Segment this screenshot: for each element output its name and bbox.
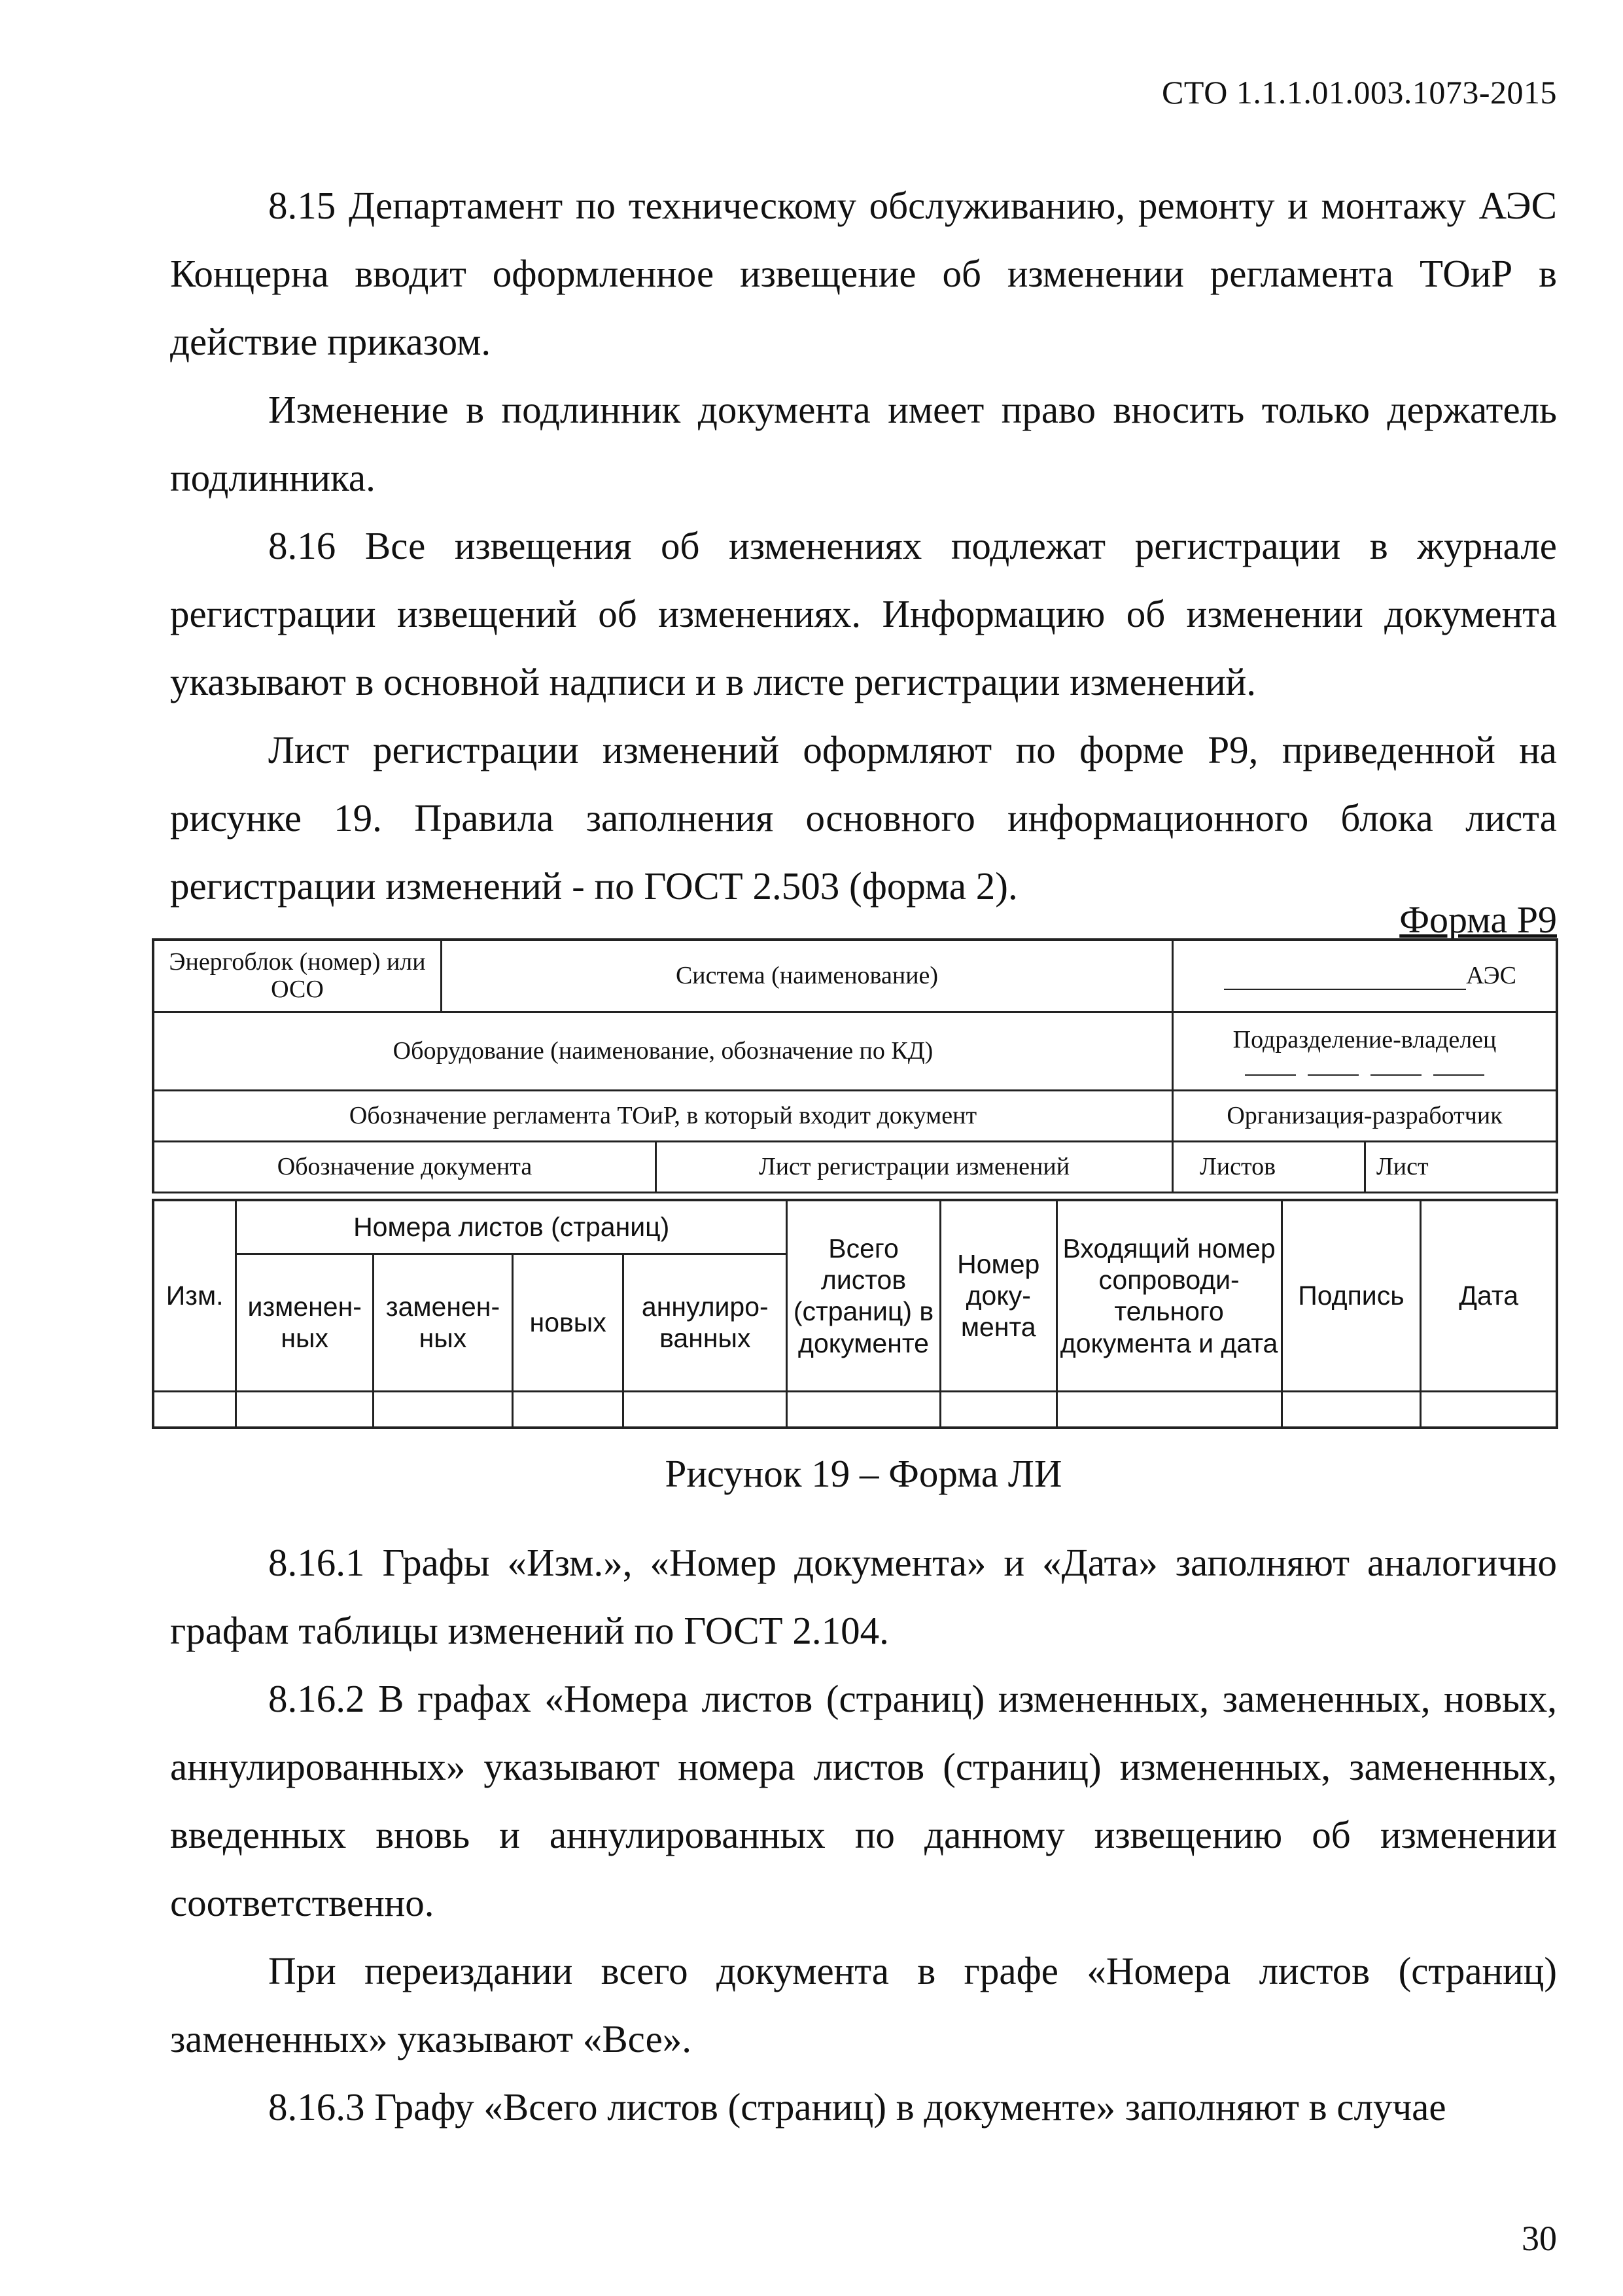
paragraph-8-16-2: 8.16.2 В графах «Номера листов (страниц) измененных, замененных, новых, аннулированных» указывают номера листов (страниц) измененных, замененных, введенных вновь и аннулированных по данному извещению об изменении соответственно. <box>170 1677 1557 1924</box>
top-text-block <box>170 171 1557 920</box>
form-row-2 <box>152 1013 1558 1091</box>
paragraph-original-change: Изменение в подлинник документа имеет право вносить только держатель подлинника. <box>170 388 1557 499</box>
owner-division-blanks <box>1245 1073 1484 1076</box>
paragraph-8-16-3: 8.16.3 Графу «Всего листов (страниц) в документе» заполняют в случае <box>268 2085 1446 2128</box>
paragraph-form-r9: Лист регистрации изменений оформляют по форме Р9, приведенной на рисунке 19. Правила заполнения основного информационного блока листа регистрации изменений - по ГОСТ 2.503 (форма 2). <box>170 728 1557 908</box>
col-incoming-doc: Входящий номер сопроводи-тельного документа и дата <box>1056 1200 1282 1391</box>
form-info-block <box>152 938 1558 1193</box>
table-cell <box>153 1391 236 1428</box>
sheet-cell: Лист <box>1366 1142 1556 1193</box>
sheet-title-cell: Лист регистрации изменений <box>657 1142 1174 1193</box>
table-cell <box>1421 1391 1557 1428</box>
form-label: Форма Р9 <box>1399 898 1557 941</box>
table-cell <box>1282 1391 1421 1428</box>
aes-blank-line <box>1224 963 1466 990</box>
owner-division-cell <box>1174 1013 1556 1091</box>
table-cell <box>787 1391 941 1428</box>
reglament-cell: Обозначение регламента ТОиР, в который входит документ <box>154 1091 1174 1142</box>
paragraph-8-16: 8.16 Все извещения об изменениях подлежат регистрации в журнале регистрации извещений об изменениях. Информацию об изменении документа указывают в основной надписи и в листе регистрации изменений. <box>170 524 1557 703</box>
col-doc-number: Номер доку-мента <box>940 1200 1056 1391</box>
equipment-cell: Оборудование (наименование, обозначение по КД) <box>154 1013 1174 1091</box>
paragraph-8-16-1: 8.16.1 Графы «Изм.», «Номер документа» и «Дата» заполняют аналогично графам таблицы изменений по ГОСТ 2.104. <box>170 1541 1557 1652</box>
paragraph-reissue: При переиздании всего документа в графе «Номера листов (страниц) замененных» указывают «Все». <box>170 1949 1557 2060</box>
unit-cell: Энергоблок (номер) или ОСО <box>154 941 442 1013</box>
doc-designation-cell: Обозначение документа <box>154 1142 657 1193</box>
col-annulled: аннулиро-ванных <box>623 1254 787 1391</box>
table-cell <box>512 1391 623 1428</box>
developer-org-cell: Организация-разработчик <box>1174 1091 1556 1142</box>
col-date: Дата <box>1421 1200 1557 1391</box>
col-total-sheets: Всего листов (страниц) в документе <box>787 1200 941 1391</box>
table-cell <box>1056 1391 1282 1428</box>
col-changed: изменен-ных <box>236 1254 374 1391</box>
form-row-1 <box>152 938 1558 1013</box>
col-izm: Изм. <box>153 1200 236 1391</box>
table-cell <box>623 1391 787 1428</box>
aes-cell <box>1174 941 1556 1013</box>
form-row-3 <box>152 1091 1558 1142</box>
col-signature: Подпись <box>1282 1200 1421 1391</box>
figure-caption: Рисунок 19 – Форма ЛИ <box>665 1452 1062 1495</box>
change-registration-table <box>152 1199 1558 1429</box>
col-new: новых <box>512 1254 623 1391</box>
form-row-4 <box>152 1142 1558 1193</box>
col-sheet-numbers: Номера листов (страниц) <box>236 1200 787 1254</box>
table-cell <box>374 1391 513 1428</box>
table-cell <box>236 1391 374 1428</box>
bottom-text-block <box>170 1528 1557 2141</box>
table-empty-row <box>153 1391 1557 1428</box>
aes-label: АЭС <box>1466 961 1516 989</box>
col-replaced: заменен-ных <box>374 1254 513 1391</box>
document-code: СТО 1.1.1.01.003.1073-2015 <box>1162 74 1557 111</box>
page-number: 30 <box>1522 2219 1557 2258</box>
table-cell <box>940 1391 1056 1428</box>
owner-division-label: Подразделение-владелец <box>1232 1025 1497 1053</box>
system-cell: Система (наименование) <box>442 941 1174 1013</box>
paragraph-8-15: 8.15 Департамент по техническому обслуживанию, ремонту и монтажу АЭС Концерна вводит оформленное извещение об изменении регламента ТОиР в действие приказом. <box>170 184 1557 363</box>
sheets-count-cell: Листов <box>1174 1142 1366 1193</box>
